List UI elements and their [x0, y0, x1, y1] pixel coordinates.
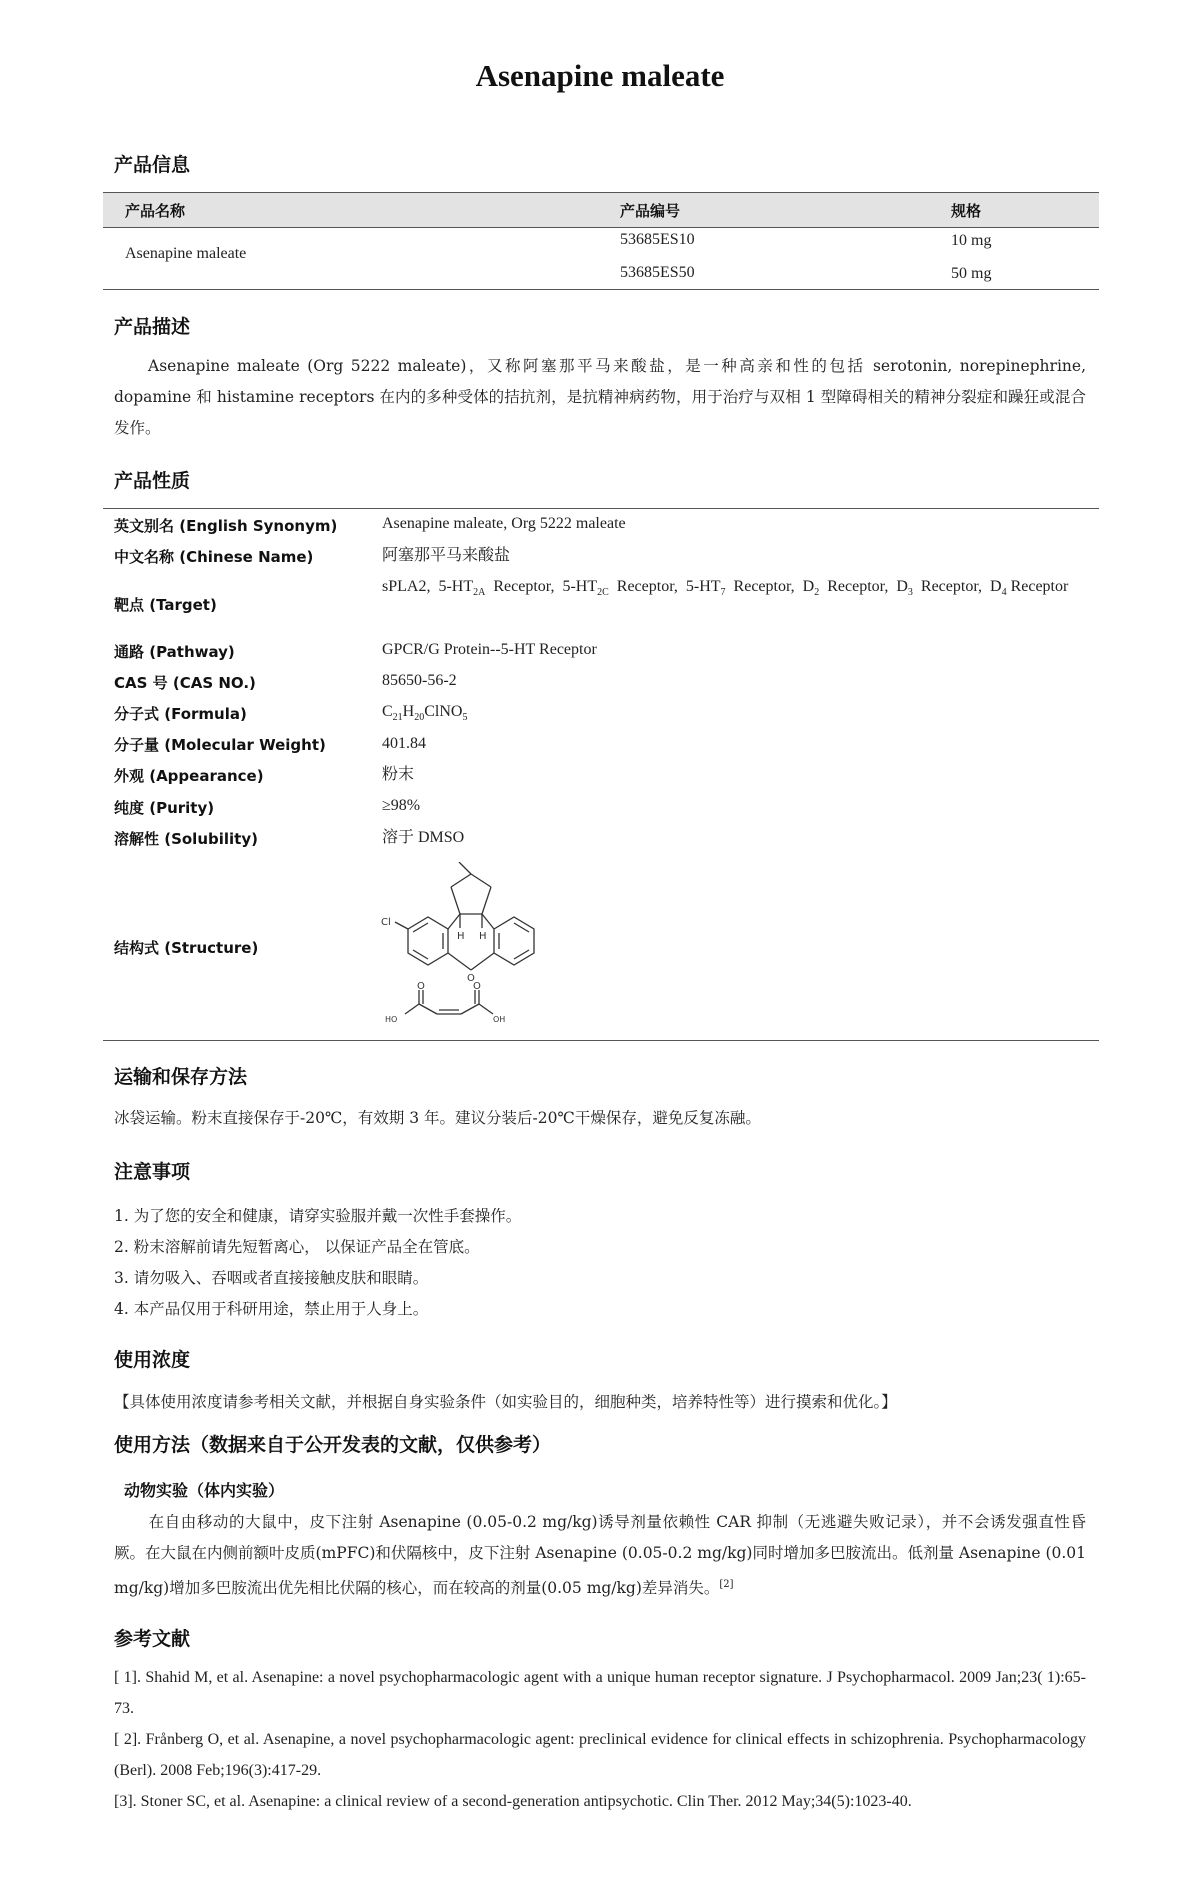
header-size: 规格 — [951, 202, 982, 220]
product-name-cell: Asenapine maleate — [125, 245, 247, 262]
prop-label-formula: 分子式 (Formula) — [114, 705, 247, 723]
prop-label-mw: 分子量 (Molecular Weight) — [114, 736, 326, 754]
storage-text: 冰袋运输。粉末直接保存于-20℃，有效期 3 年。建议分装后-20℃干燥保存，避免反复冻融。 — [114, 1109, 761, 1127]
animal-text: 在自由移动的大鼠中，皮下注射 Asenapine (0.05-0.2 mg/kg)诱导剂量依赖性 CAR 抑制（无逃避失败记录），并不会诱发强直性昏厥。在大鼠在内侧前额叶皮质(mPFC)和伏隔核中，皮下注射 Asenapine (0.05-0.2 mg/kg)同时增加多巴胺流出。低剂量 Asenapine (0.01 mg/kg)增加多巴胺流出优先相比伏隔的核心，而在较高的剂量(0.05 mg/kg)差异消失。[2] — [114, 1513, 1086, 1598]
section-storage: 运输和保存方法 — [114, 1066, 248, 1088]
section-references: 参考文献 — [114, 1628, 191, 1650]
prop-value-formula: $C_{21}H_{20}ClNO_5$ — [382, 703, 468, 724]
header-name: 产品名称 — [125, 202, 186, 220]
prop-label-purity: 纯度 (Purity) — [114, 799, 215, 817]
reference-item: [ 1]. Shahid M, et al. Asenapine: a novel psychopharmacologic agent with a unique human receptor signature. J Psychopharmacol. 2009 Jan;23( 1):65-73. — [114, 1669, 1086, 1717]
product-size-cell: 50 mg — [951, 265, 992, 282]
prop-label-cas: CAS 号 (CAS NO.) — [114, 674, 256, 692]
section-product-info: 产品信息 — [114, 154, 191, 176]
atom-h: H — [457, 931, 465, 942]
section-method: 使用方法（数据来自于公开发表的文献，仅供参考） — [114, 1434, 552, 1456]
prop-label-chinese: 中文名称 (Chinese Name) — [114, 548, 314, 566]
atom-oh: OH — [493, 1015, 506, 1024]
subsection-animal: 动物实验（体内实验） — [124, 1481, 285, 1500]
product-table-header — [103, 193, 1099, 227]
section-description: 产品描述 — [114, 316, 191, 338]
section-concentration: 使用浓度 — [114, 1349, 191, 1371]
description-text: Asenapine maleate (Org 5222 maleate)，又称阿塞那平马来酸盐，是一种高亲和性的包括 serotonin, norepinephrine, dopamine 和 histamine receptors 在内的多种受体的拮抗剂，是抗精神病药物，用于治疗与双相 1 型障碍相关的精神分裂症和躁狂或混合发作。 — [114, 357, 1086, 437]
prop-label-english: 英文别名 (English Synonym) — [114, 517, 338, 535]
table-header-rule — [103, 227, 1099, 228]
prop-value-purity: ≥98% — [382, 797, 421, 814]
section-properties: 产品性质 — [114, 470, 191, 492]
table-bottom-rule — [103, 289, 1099, 290]
product-code-cell: 53685ES50 — [620, 264, 695, 281]
prop-value-cas: 85650-56-2 — [382, 672, 457, 689]
atom-cl: Cl — [381, 917, 391, 928]
atom-o: O — [473, 981, 481, 992]
product-code-cell: 53685ES10 — [620, 231, 695, 248]
prop-value-pathway: GPCR/G Protein--5-HT Receptor — [382, 641, 597, 658]
props-bottom-rule — [103, 1040, 1099, 1041]
prop-value-target: sPLA2, $5-HT_{2A}$ Receptor, $5-HT_{2C}$ Receptor, $5-HT_7$ Receptor, $D_2$ Receptor, $D_3$ Receptor, $D_4$ Receptor — [382, 578, 1069, 599]
prop-value-mw: 401.84 — [382, 735, 426, 752]
atom-o: O — [417, 981, 425, 992]
prop-value-appearance: 粉末 — [382, 766, 415, 783]
prop-label-target: 靶点 (Target) — [114, 596, 217, 614]
note-item: 3. 请勿吸入、吞咽或者直接接触皮肤和眼睛。 — [114, 1269, 429, 1287]
reference-item: [3]. Stoner SC, et al. Asenapine: a clinical review of a second-generation antipsychotic. Clin Ther. 2012 May;34(5):1023-40. — [114, 1793, 912, 1810]
prop-label-solubility: 溶解性 (Solubility) — [114, 830, 258, 848]
prop-value-chinese: 阿塞那平马来酸盐 — [382, 547, 511, 564]
reference-item: [ 2]. Frånberg O, et al. Asenapine, a novel psychopharmacologic agent: preclinical evidence for clinical effects in schizophrenia. Psychopharmacology (Berl). 2008 Feb;196(3):417-29. — [114, 1731, 1086, 1779]
atom-o: O — [467, 973, 475, 984]
note-item: 1. 为了您的安全和健康，请穿实验服并戴一次性手套操作。 — [114, 1207, 522, 1225]
section-notes: 注意事项 — [114, 1161, 191, 1183]
structure-diagram — [375, 862, 555, 1042]
note-item: 4. 本产品仅用于科研用途，禁止用于人身上。 — [114, 1300, 429, 1318]
concentration-text: 【具体使用浓度请参考相关文献，并根据自身实验条件（如实验目的，细胞种类，培养特性等）进行摸索和优化。】 — [114, 1393, 897, 1411]
note-item: 2. 粉末溶解前请先短暂离心， 以保证产品全在管底。 — [114, 1238, 480, 1256]
prop-label-pathway: 通路 (Pathway) — [114, 643, 235, 661]
prop-label-appearance: 外观 (Appearance) — [114, 767, 264, 785]
atom-h: H — [479, 931, 487, 942]
header-code: 产品编号 — [620, 202, 681, 220]
citation-ref: [2] — [719, 1579, 734, 1590]
prop-value-english: Asenapine maleate, Org 5222 maleate — [382, 515, 626, 532]
prop-value-solubility: 溶于 DMSO — [382, 829, 465, 846]
atom-ho: HO — [385, 1015, 398, 1024]
product-size-cell: 10 mg — [951, 232, 992, 249]
page-title: Asenapine maleate — [475, 58, 725, 93]
prop-label-structure: 结构式 (Structure) — [114, 939, 259, 957]
